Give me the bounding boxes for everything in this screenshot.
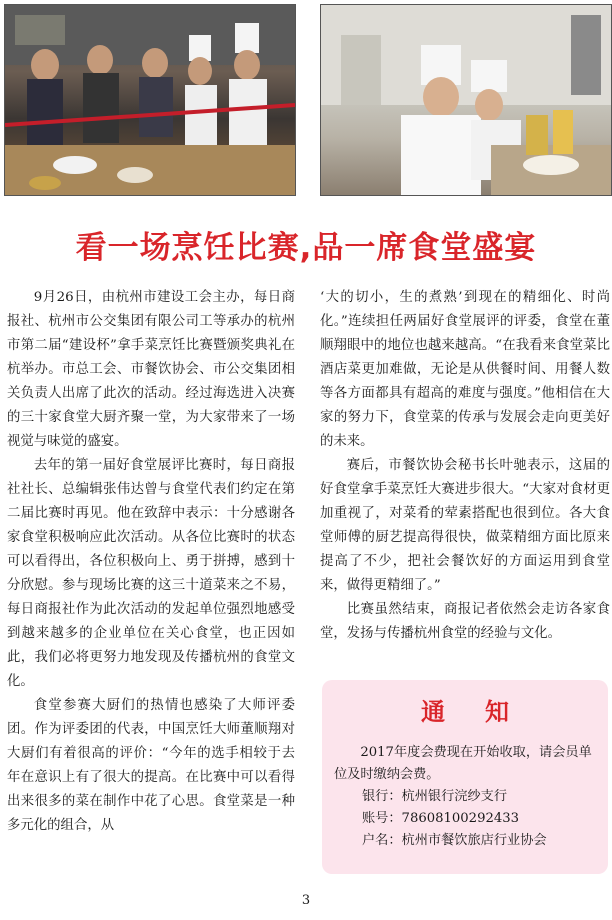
- notice-title: 通知: [421, 698, 549, 726]
- headline: 看一场烹饪比赛,品一席食堂盛宴: [75, 230, 537, 266]
- article-right-column: [320, 286, 610, 646]
- article-paragraph: 去年的第一届好食堂展评比赛时，每日商报社社长、总编辑张伟达曾与食堂代表们约定在第二届比赛时再见。他在致辞中表示：十分感谢各家食堂积极响应此次活动。从各位比赛时的状态可以看得出，各位积极向上、勇于拼搏，感到十分欣慰。参与现场比赛的这三十道菜来之不易，每日商报社作为此次活动的发起单位强烈地感受到越来越多的企业单位在关心食堂，也正因如此，我们必将更努力地发现及传播杭州的食堂文化。: [7, 458, 295, 689]
- notice-account: 账号：78608100292433: [362, 811, 520, 826]
- article-paragraph: 比赛虽然结束，商报记者依然会走访各家食堂，发扬与传播杭州食堂的经验与文化。: [320, 602, 610, 641]
- article-paragraph: 食堂参赛大厨们的热情也感染了大师评委团。作为评委团的代表，中国烹饪大师董顺翔对大厨们有着很高的评价：“今年的选手相较于去年在意识上有了很大的提高。在比赛中可以看得出来很多的菜在制作中花了心思。食堂菜是一种多元化的组合，从: [7, 698, 295, 833]
- article-continuation: ‘大的切小，生的煮熟’到现在的精细化、时尚化。”连续担任两届好食堂展评的评委，食堂在董顺翔眼中的地位也越来越高。“在我看来食堂菜比酒店菜更加难做，无论是从供餐时间、用餐人数等各方面都具有超高的难度与强度。”他相信在大家的努力下，食堂菜的传承与发展会走向更美好的未来。: [320, 290, 610, 449]
- photo-crowd-illustration: [5, 5, 295, 195]
- notice-box: [322, 680, 608, 874]
- photo-crowd-of-chefs: [4, 4, 296, 196]
- article-paragraph: 赛后，市餐饮协会秘书长叶驰表示，这届的好食堂拿手菜烹饪大赛进步很大。“大家对食材更加重视了，对菜肴的荤素搭配也很到位。各大食堂师傅的厨艺提高得很快，做菜精细方面比原来提高了不少，把社会餐饮好的方面运用到食堂来，做得更精细了。”: [320, 458, 610, 593]
- article-paragraph: 9月26日，由杭州市建设工会主办，每日商报社、杭州市公交集团有限公司工等承办的杭州市第二届“建设杯”拿手菜烹饪比赛暨颁奖典礼在杭举办。市总工会、市餐饮协会、市公交集团相关负责人出席了此次的活动。经过海选进入决赛的三十家食堂大厨齐聚一堂，为大家带来了一场视觉与味觉的盛宴。: [7, 290, 295, 449]
- photo-chefs-cooking: [320, 4, 612, 196]
- page-number: 3: [301, 893, 311, 908]
- notice-account-name: 户名：杭州市餐饮旅店行业协会: [362, 833, 547, 848]
- notice-bank: 银行：杭州银行浣纱支行: [362, 789, 508, 804]
- notice-message: 2017年度会费现在开始收取，请会员单位及时缴纳会费。: [334, 745, 592, 782]
- notice-body: [334, 742, 600, 852]
- article-left-column: [7, 286, 295, 838]
- photo-chefs-illustration: [321, 5, 611, 195]
